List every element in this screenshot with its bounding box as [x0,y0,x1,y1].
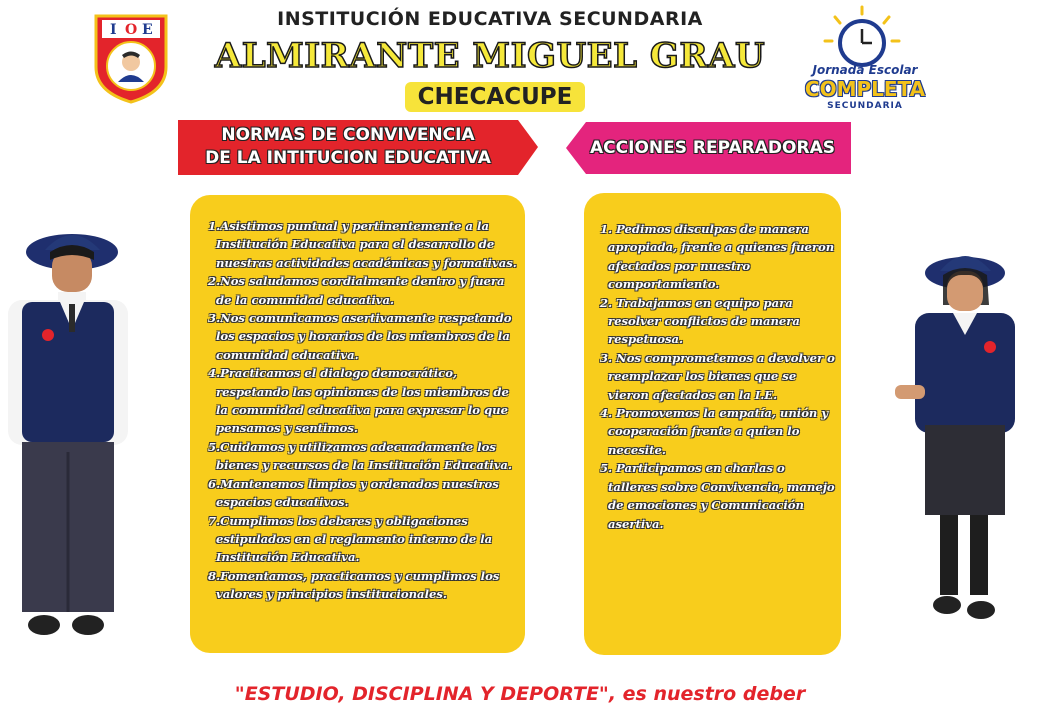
logo-line-1: Jornada Escolar [812,63,918,77]
norm-item: 7.Cumplimos los deberes y obligaciones estipulados en el reglamento interno de la Institución Educativa. [208,513,493,565]
logo-letter-e: E [142,22,153,38]
norm-item: 8.Fomentamos, practicamos y cumplimos los valores y principios institucionales. [208,568,500,602]
norms-banner-line-2: DE LA INTITUCION EDUCATIVA [205,148,491,168]
norms-list [208,217,520,604]
logo-line-3: SECUNDARIA [827,101,903,111]
actions-list [600,220,835,533]
norm-item: 2.Nos saludamos cordialmente dentro y fuera de la comunidad educativa. [208,274,505,307]
norms-banner-line-1: NORMAS DE CONVIVENCIA [221,125,475,145]
action-item: 1. Pedimos disculpas de manera apropiada, frente a quienes fueron afectados por nuestro comportamiento. [600,222,835,292]
jornada-escolar-logo [795,5,935,115]
school-subtitle: INSTITUCIÓN EDUCATIVA SECUNDARIA [277,8,703,30]
student-girl-image [885,235,1035,635]
action-item: 4. Promovemos la empatía, unión y cooperación frente a quien lo necesite. [600,406,829,457]
logo-line-2: COMPLETA [804,77,926,101]
logo-letter-i: I [110,22,117,38]
norm-item: 1.Asistimos puntual y pertinentemente a la Institución Educativa para el desarrollo de nuestras actividades académicas y formativas. [208,219,517,270]
norm-item: 4.Practicamos el dialogo democrático, respetando las opiniones de los miembros de la comunidad educativa para expresar lo que pensamos y sentimos. [208,366,509,436]
norm-item: 3.Nos comunicamos asertivamente respetando los espacios y horarios de los miembros de la comunidad educativa. [208,311,512,362]
school-title: ALMIRANTE MIGUEL GRAU [214,36,766,76]
action-item: 2. Trabajamos en equipo para resolver conflictos de manera respetuosa. [600,295,800,347]
norm-item: 5.Cuidamos y utilizamos adecuadamente los bienes y recursos de la Institución Educativa. [208,439,512,473]
city-label: CHECACUPE [405,82,585,112]
norm-item: 6.Mantenemos limpios y ordenados nuestros espacios educativos. [208,476,499,510]
school-motto: "ESTUDIO, DISCIPLINA Y DEPORTE", es nuestro deber [234,683,806,705]
actions-banner-text: ACCIONES REPARADORAS [590,138,835,158]
school-logo [92,12,170,104]
action-item: 5. Participamos en charlas o talleres sobre Convivencia, manejo de emociones y Comunicación asertiva. [600,461,835,531]
action-item: 3. Nos comprometemos a devolver o reemplazar los bienes que se vieron afectados en la I.E. [600,350,835,402]
student-boy-image [0,220,135,650]
norms-banner-text [178,124,518,170]
logo-letter-o: O [125,22,138,38]
